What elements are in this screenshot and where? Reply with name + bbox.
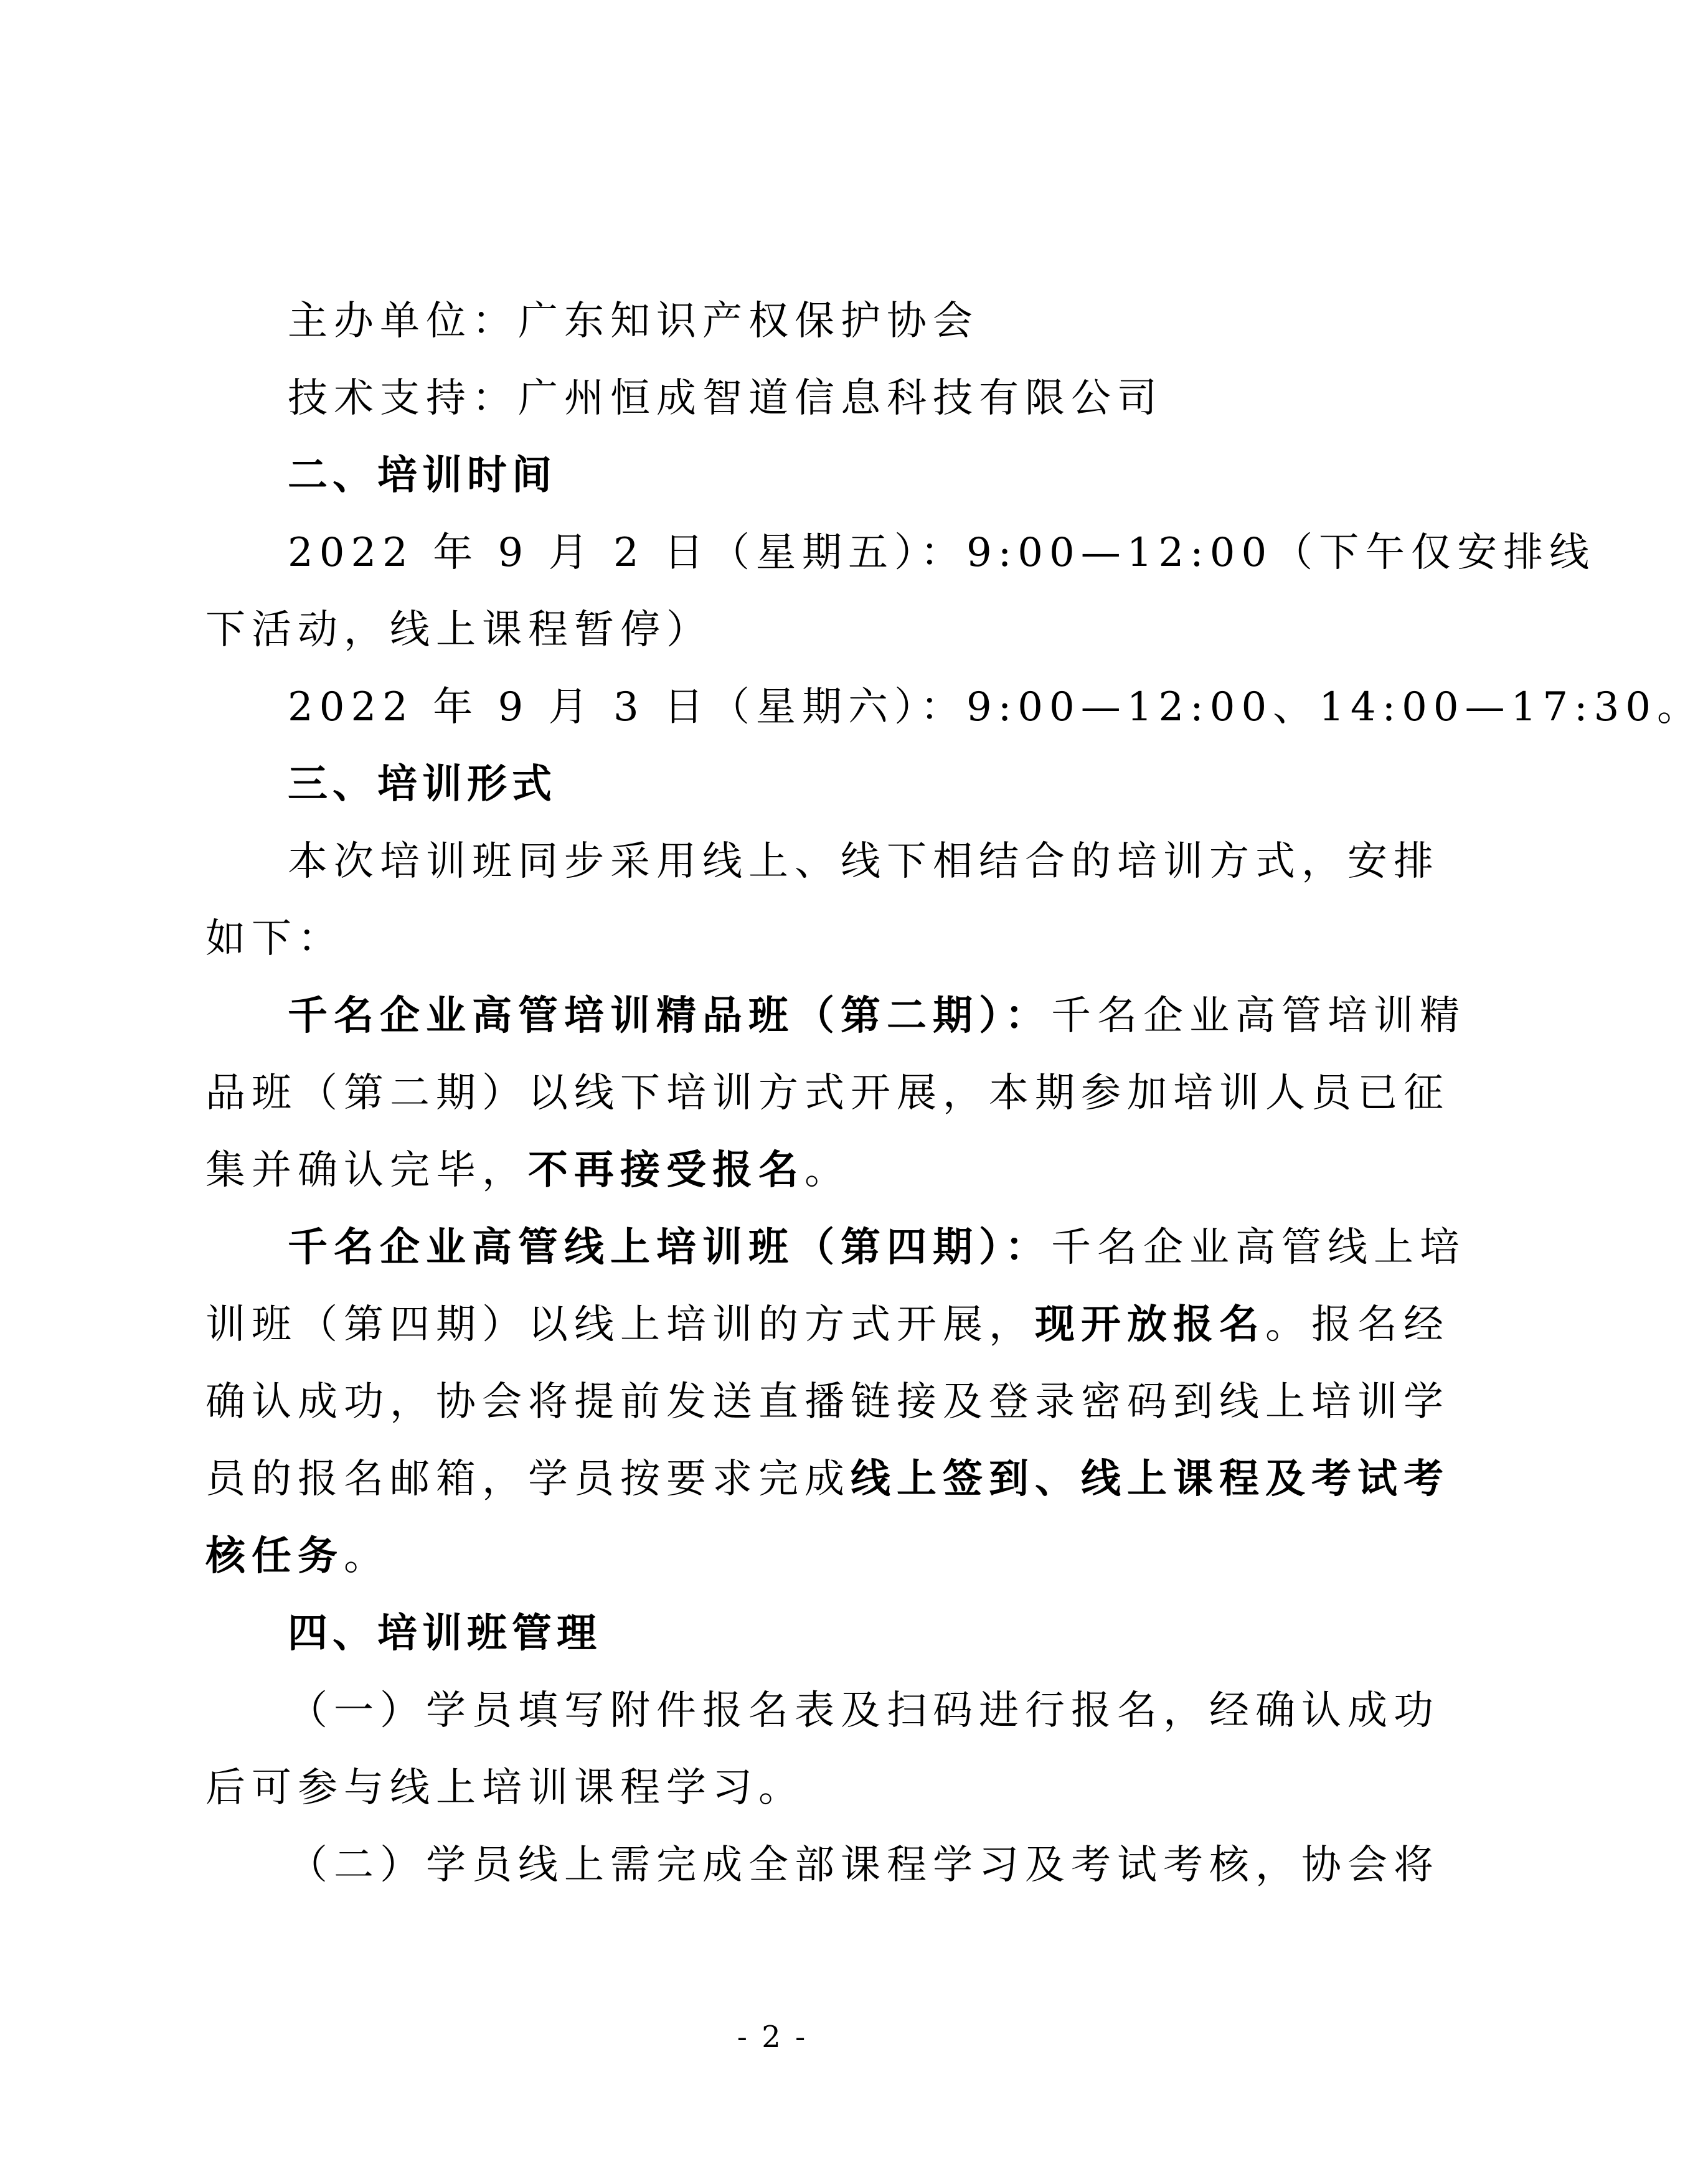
- class2-line3: 确认成功，协会将提前发送直播链接及登录密码到线上培训学: [205, 1379, 1450, 1425]
- management-item1-line2: 后可参与线上培训课程学习。: [205, 1765, 804, 1811]
- class1-text: 千名企业高管培训精: [1051, 993, 1466, 1039]
- management-item1-line1: （一）学员填写附件报名表及扫码进行报名，经确认成功: [288, 1688, 1440, 1734]
- class2-line4: [205, 1454, 1450, 1504]
- class2-line2-end: 。报名经: [1265, 1302, 1450, 1348]
- class1-line1: [288, 991, 1466, 1041]
- section-heading-class-management: 四、培训班管理: [288, 1611, 601, 1657]
- class2-title: 千名企业高管线上培训班（第四期）：: [288, 1225, 1051, 1271]
- tech-support-line: 技术支持：广州恒成智道信息科技有限公司: [288, 375, 1163, 421]
- schedule-sep2-line2: 下活动，线上课程暂停）: [205, 607, 712, 653]
- class2-line2-text: 训班（第四期）以线上培训的方式开展，: [205, 1302, 1035, 1348]
- class1-line2: 品班（第二期）以线下培训方式开展，本期参加培训人员已征: [205, 1070, 1450, 1116]
- class2-line5: [205, 1532, 1340, 1581]
- format-intro-line2: 如下：: [205, 916, 344, 962]
- class2-tasks-bold-end: 核任务: [205, 1533, 344, 1579]
- section-heading-training-format: 三、培训形式: [288, 761, 557, 807]
- section-heading-training-time: 二、培训时间: [288, 453, 557, 499]
- format-intro-line1: 本次培训班同步采用线上、线下相结合的培训方式，安排: [288, 839, 1440, 885]
- class1-line3-end: 。: [804, 1147, 851, 1193]
- schedule-sep2-line1: 2022 年 9 月 2 日（星期五）：9:00—12:00（下午仅安排线: [288, 530, 1596, 576]
- class2-open-notice: 现开放报名: [1035, 1302, 1265, 1348]
- class2-tasks-bold: 线上签到、线上课程及考试考: [851, 1456, 1450, 1502]
- class2-line1: [288, 1223, 1466, 1273]
- class1-closed-notice: 不再接受报名: [528, 1147, 804, 1193]
- class1-title: 千名企业高管培训精品班（第二期）：: [288, 993, 1051, 1039]
- page-number: - 2 -: [737, 2020, 808, 2055]
- class1-line3: [205, 1146, 1340, 1195]
- schedule-sep3-line: 2022 年 9 月 3 日（星期六）：9:00—12:00、14:00—17:30。: [288, 684, 1703, 730]
- class2-line2: [205, 1300, 1450, 1350]
- organizer-line: 主办单位：广东知识产权保护协会: [288, 298, 979, 344]
- class2-line5-end: 。: [344, 1533, 390, 1579]
- class2-line4-text: 员的报名邮箱，学员按要求完成: [205, 1456, 851, 1502]
- management-item2-line1: （二）学员线上需完成全部课程学习及考试考核，协会将: [288, 1842, 1440, 1888]
- class1-line3-text: 集并确认完毕，: [205, 1147, 528, 1193]
- class2-text: 千名企业高管线上培: [1051, 1225, 1466, 1271]
